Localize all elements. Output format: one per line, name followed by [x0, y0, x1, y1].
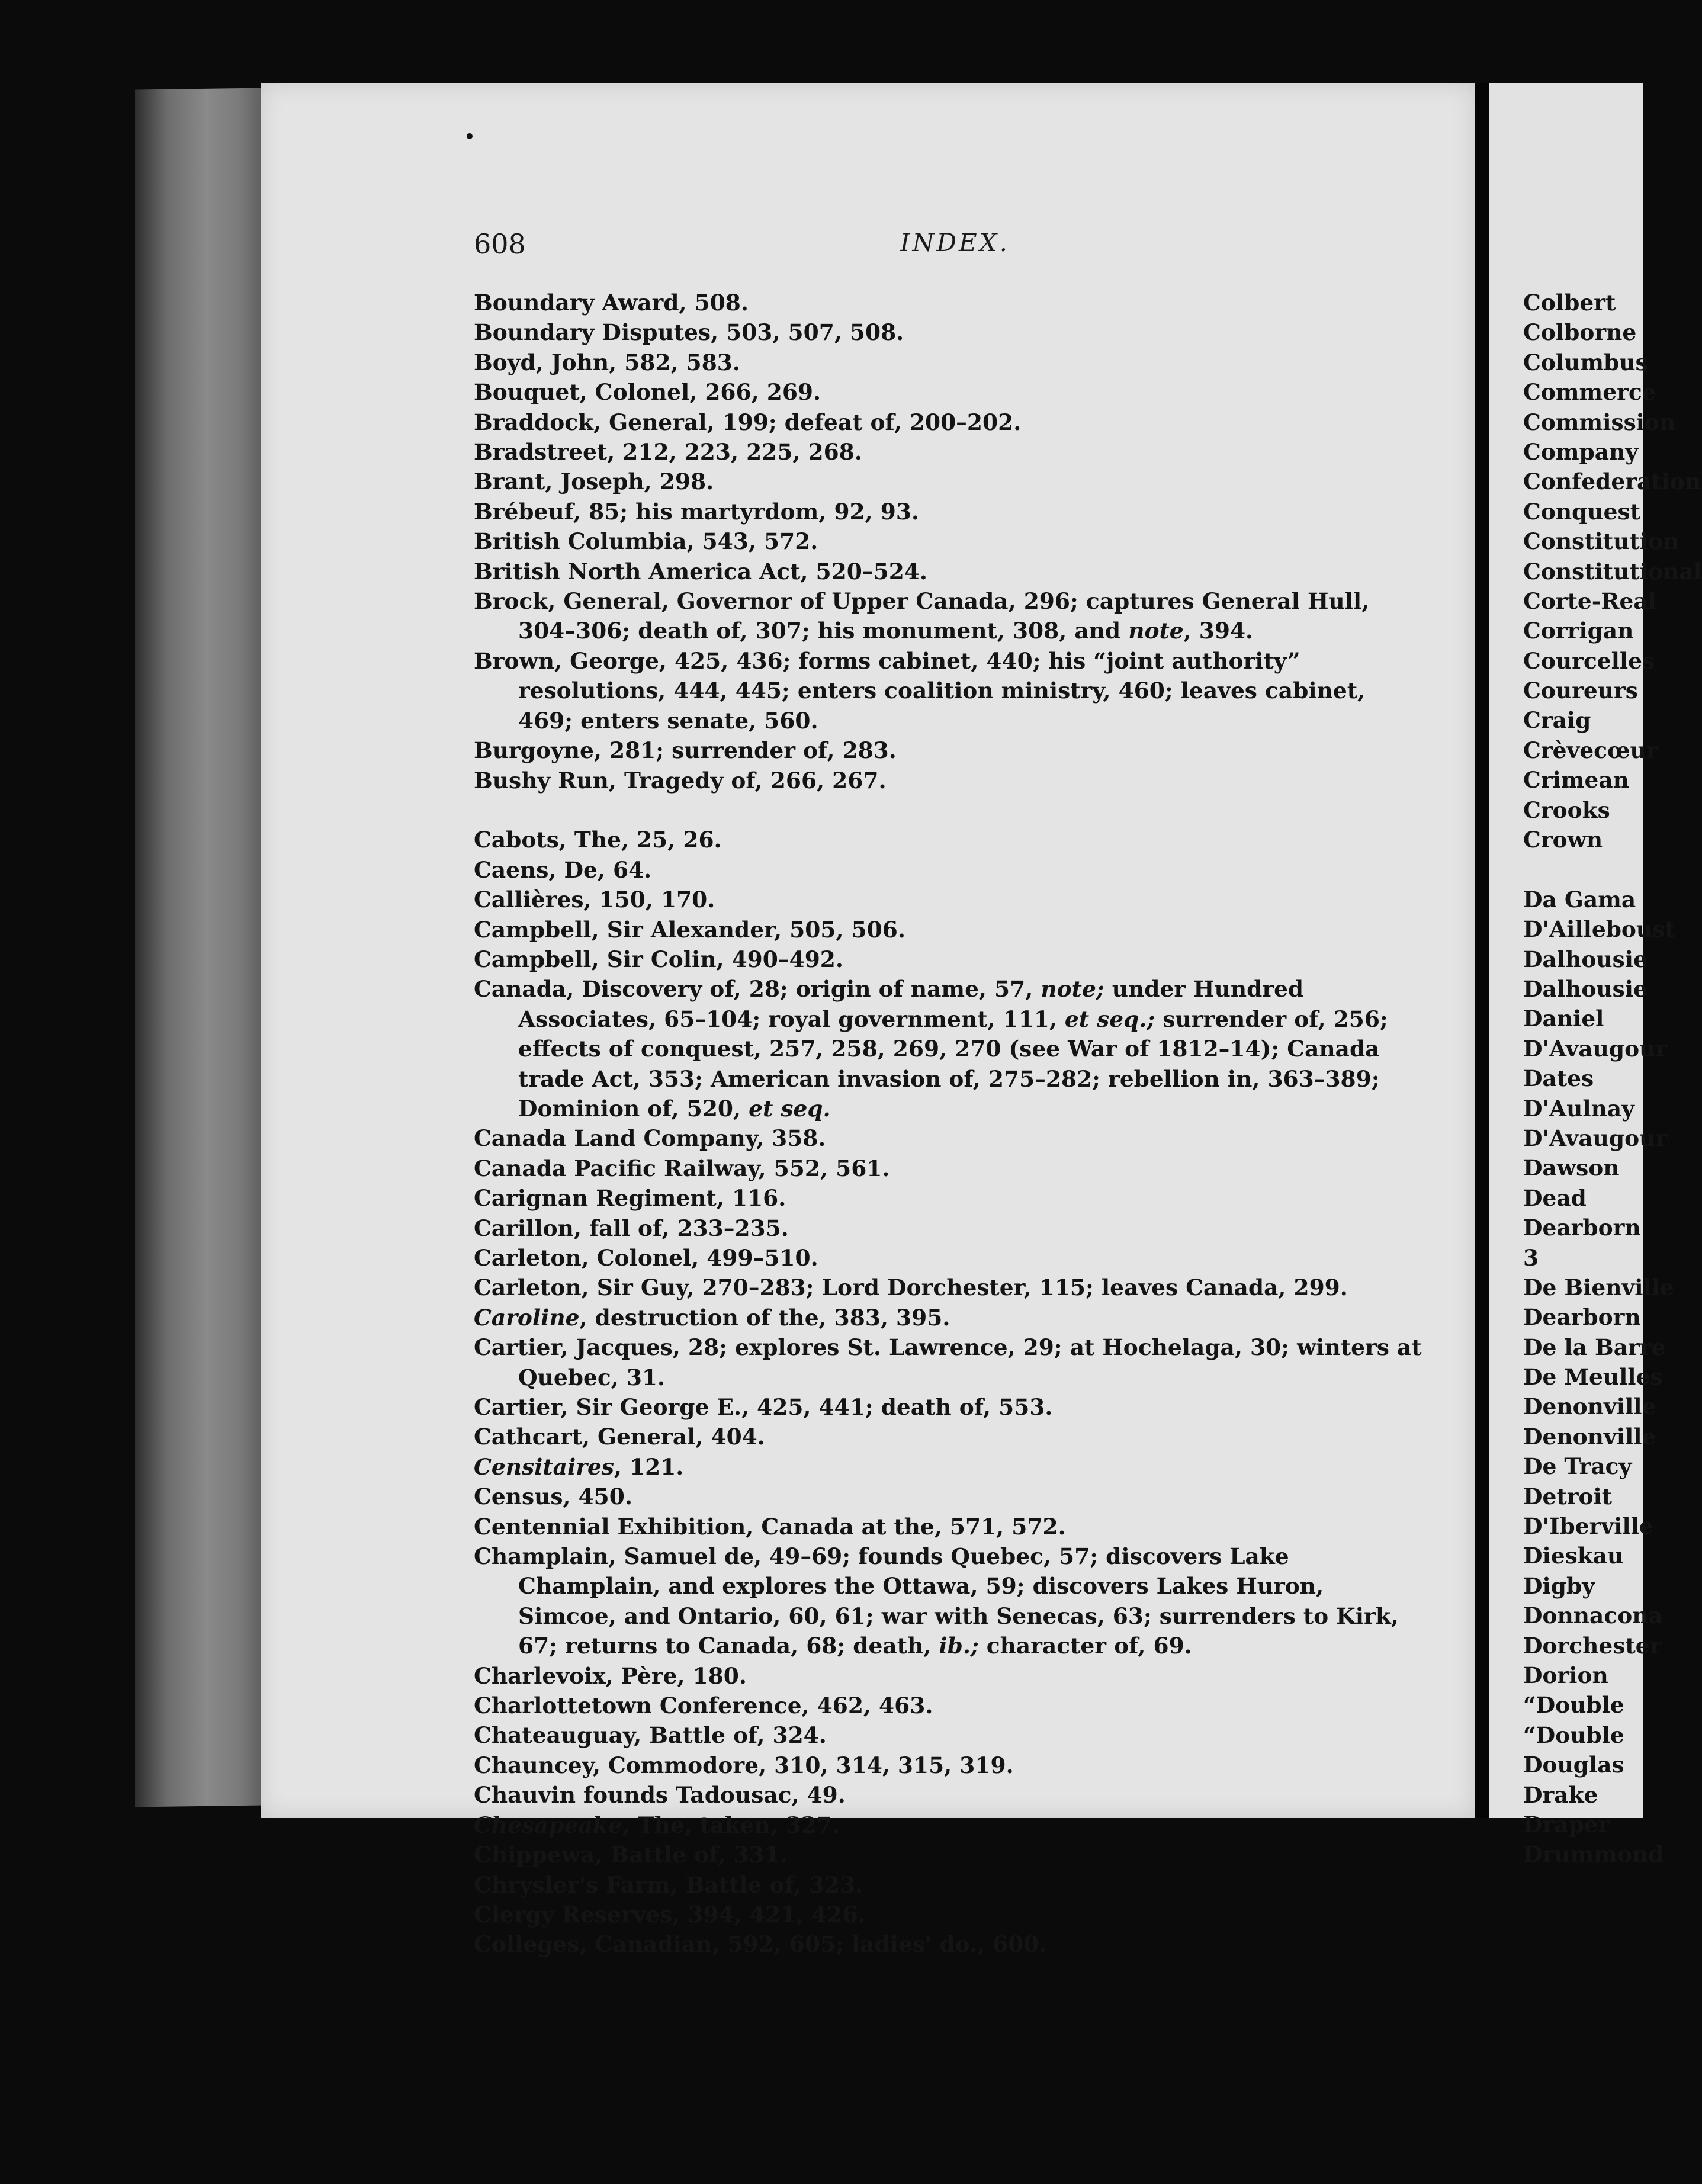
book-spine-edge [135, 88, 265, 1807]
index-entry [474, 974, 1427, 1123]
index-entry [474, 377, 1427, 407]
entry-text: ib.; [939, 1633, 979, 1659]
entry-text: Brébeuf, 85; his martyrdom, 92, 93. [474, 498, 919, 525]
right-column-entry: D'Iberville [1523, 1513, 1653, 1540]
right-column-entry: Donnacona [1523, 1602, 1663, 1629]
speck [467, 133, 473, 139]
entry-text: Burgoyne, 281; surrender of, 283. [474, 737, 897, 764]
right-column-entry: Dearborn [1523, 1304, 1641, 1331]
entry-text: Clergy Reserves, 394, 421, 426. [474, 1901, 866, 1928]
entry-text: Cartier, Jacques, 28; explores St. Lawrence, 29; at Hochelaga, 30; winters at Quebec, 31. [474, 1334, 1422, 1390]
entry-text: et seq.; [1064, 1006, 1155, 1032]
right-column-entry: Dorion [1523, 1662, 1608, 1688]
right-column-entry: Commission [1523, 409, 1676, 435]
entry-text: Censitaires [474, 1453, 614, 1480]
entry-text: Chippewa, Battle of, 331. [474, 1842, 788, 1868]
index-entry [474, 885, 1427, 914]
entry-text: Charlevoix, Père, 180. [474, 1662, 747, 1689]
right-column-entry: Crimean [1523, 767, 1629, 794]
right-column-entry: Drummond [1523, 1841, 1664, 1868]
index-entry [474, 1900, 1427, 1929]
index-entry [474, 288, 1427, 317]
index-entry [474, 526, 1427, 556]
entry-text: Brant, Joseph, 298. [474, 468, 714, 495]
entry-text: Boundary Disputes, 503, 507, 508. [474, 319, 904, 346]
entry-text: Boyd, John, 582, 583. [474, 349, 740, 375]
right-column-entry: Dalhousie [1523, 946, 1648, 972]
index-entry [474, 497, 1427, 526]
entry-text: Canada Pacific Railway, 552, 561. [474, 1155, 890, 1181]
right-column-entry: Crooks [1523, 796, 1610, 823]
right-column-entry: Douglas [1523, 1752, 1624, 1778]
right-column-entry: Company [1523, 438, 1639, 465]
page-number: 608 [474, 228, 526, 260]
entry-text: Canada, Discovery of, 28; origin of name, 57, [474, 976, 1041, 1003]
right-column-entry: Constitution [1523, 528, 1679, 555]
entry-text: et seq. [749, 1095, 831, 1122]
section-gap [474, 795, 1427, 825]
index-entry [474, 557, 1427, 586]
right-column-entry: Constitutional [1523, 558, 1702, 584]
entry-text: , 394. [1183, 618, 1254, 644]
entry-text: Callières, 150, 170. [474, 887, 715, 913]
index-entry [474, 1661, 1427, 1691]
entry-text: Colleges, Canadian, 592, 605; ladies' do., 600. [474, 1931, 1047, 1958]
entry-text: Caens, De, 64. [474, 856, 652, 883]
index-entry [474, 437, 1427, 467]
right-column-entry: “Double [1523, 1721, 1624, 1748]
right-column-entry: Dead [1523, 1184, 1587, 1211]
right-column-entry: Draper [1523, 1811, 1610, 1838]
entry-text: British Columbia, 543, 572. [474, 528, 818, 555]
index-entry [474, 1422, 1427, 1451]
index-entry [474, 1273, 1427, 1302]
entry-text: surrender of, 256; effects of conquest, 257, 258, 269, 270 (see War of 1812–14); Canada trade Act, 353; American invasion of, 275–282; rebellion in, 363–389; Dominion of, 520, [518, 1006, 1388, 1122]
right-column-entry: Commerce [1523, 379, 1656, 406]
right-column-entry: Confederation [1523, 468, 1701, 495]
right-column-entry: Corrigan [1523, 618, 1634, 644]
entry-text: British North America Act, 520–524. [474, 558, 927, 584]
index-entry [474, 945, 1427, 974]
index-entry [474, 317, 1427, 347]
entry-text: Brown, George, 425, 436; forms cabinet, 440; his “joint authority” resolutions, 444, 445; enters coalition ministry, 460; leaves cabinet, 469; enters senate, 560. [474, 647, 1366, 734]
entry-text: Campbell, Sir Alexander, 505, 506. [474, 916, 905, 943]
index-entry [474, 1243, 1427, 1273]
right-column-entry: Denonville [1523, 1423, 1656, 1450]
index-entry [474, 1541, 1427, 1661]
entry-text: Cabots, The, 25, 26. [474, 827, 722, 853]
entry-text: Canada Land Company, 358. [474, 1125, 826, 1152]
entry-text: Bushy Run, Tragedy of, 266, 267. [474, 767, 887, 794]
index-entry [474, 855, 1427, 885]
entry-text: Brock, General, Governor of Upper Canada, 296; captures General Hull, 304–306; death of, 307; his monument, 308, and [474, 588, 1370, 644]
right-column-entry: Crèvecœur [1523, 737, 1658, 763]
entry-text: Carignan Regiment, 116. [474, 1185, 786, 1212]
right-column-entry: De Tracy [1523, 1453, 1632, 1480]
entry-text: , The, taken, 327. [622, 1812, 840, 1838]
entry-text: Bradstreet, 212, 223, 225, 268. [474, 439, 862, 465]
index-entry [474, 1392, 1427, 1422]
index-entry [474, 1123, 1427, 1153]
entry-text: Braddock, General, 199; defeat of, 200–202. [474, 409, 1022, 435]
index-entry [474, 1183, 1427, 1213]
entry-text: Carleton, Colonel, 499–510. [474, 1244, 818, 1271]
right-column-entry [1523, 855, 1642, 884]
page-gutter [1475, 83, 1489, 1818]
running-head: INDEX. [900, 228, 1010, 257]
index-entry [474, 1332, 1427, 1392]
index-entry [474, 348, 1427, 377]
entry-text: note [1128, 618, 1184, 644]
entry-text: , destruction of the, 383, 395. [579, 1304, 950, 1331]
right-column-entry: Digby [1523, 1572, 1595, 1599]
right-column-entry: Dalhousie [1523, 975, 1648, 1002]
entry-text: Carleton, Sir Guy, 270–283; Lord Dorchester, 115; leaves Canada, 299. [474, 1274, 1348, 1301]
right-column-entry: De Meulles [1523, 1364, 1663, 1390]
entry-text: Champlain, Samuel de, 49–69; founds Quebec, 57; discovers Lake Champlain, and explores the Ottawa, 59; discovers Lakes Huron, Simcoe, and Ontario, 60, 61; war with Senecas, 63; surrenders to Kirk, 67; returns to Canada, 68; death, [474, 1543, 1399, 1659]
index-entry [474, 1720, 1427, 1750]
index-entry [474, 1154, 1427, 1183]
index-entry [474, 1452, 1427, 1482]
right-column-entry: Dearborn [1523, 1215, 1641, 1241]
right-column-entry: D'Ailleboust [1523, 916, 1675, 943]
right-column-entry: Da Gama [1523, 886, 1636, 913]
right-column-entry: Dieskau [1523, 1543, 1624, 1569]
index-entry [474, 586, 1427, 646]
index-entry [474, 1840, 1427, 1870]
entry-text: Carillon, fall of, 233–235. [474, 1215, 789, 1241]
entry-text: Chesapeake [474, 1812, 622, 1838]
right-column-entry: Dawson [1523, 1155, 1620, 1181]
right-column-entry: Craig [1523, 707, 1591, 734]
entry-text: Census, 450. [474, 1483, 632, 1510]
index-entry [474, 1482, 1427, 1511]
index-entry [474, 825, 1427, 855]
index-entry [474, 736, 1427, 765]
entry-text: Cathcart, General, 404. [474, 1424, 765, 1450]
right-column-entry: 3 [1523, 1244, 1539, 1271]
right-column-entry: Colbert [1523, 290, 1616, 316]
index-entry [474, 1213, 1427, 1243]
right-column-entry: Denonville [1523, 1393, 1656, 1420]
entry-text: Cartier, Sir George E., 425, 441; death of, 553. [474, 1394, 1053, 1421]
entry-text: Chauncey, Commodore, 310, 314, 315, 319. [474, 1752, 1014, 1778]
right-column-entry: Colborne [1523, 319, 1637, 346]
entry-text: character of, 69. [978, 1633, 1192, 1659]
right-column-entry: Dates [1523, 1065, 1594, 1092]
entry-text: note; [1041, 976, 1104, 1003]
entry-text: Caroline [474, 1304, 580, 1331]
index-entry [474, 766, 1427, 795]
right-column-entry: De Bienville [1523, 1274, 1674, 1300]
right-page-index-column [1523, 288, 1702, 1870]
entry-text: Bouquet, Colonel, 266, 269. [474, 379, 821, 406]
right-column-entry: Daniel [1523, 1006, 1604, 1032]
right-column-entry: Dorchester [1523, 1632, 1662, 1659]
index-entry [474, 1691, 1427, 1720]
entry-text: under Hundred Associates, 65–104; royal government, 111, [518, 976, 1304, 1032]
index-entry [474, 467, 1427, 496]
index-entry [474, 1512, 1427, 1541]
index-entry [474, 915, 1427, 945]
index-entry [474, 1751, 1427, 1780]
entry-text: Chrysler's Farm, Battle of, 323. [474, 1871, 863, 1898]
right-column-entry: Coureurs [1523, 677, 1638, 704]
right-column-entry: Crown [1523, 827, 1603, 853]
right-column-entry: Courcelles [1523, 647, 1655, 674]
entry-text: , 121. [614, 1453, 684, 1480]
right-column-entry: “Double [1523, 1692, 1624, 1719]
entry-text: Chauvin founds Tadousac, 49. [474, 1782, 846, 1809]
right-column-entry: D'Avaugour [1523, 1035, 1668, 1062]
entry-text: Chateauguay, Battle of, 324. [474, 1722, 827, 1749]
right-column-entry: Columbus [1523, 349, 1648, 375]
index-entry [474, 1870, 1427, 1900]
entry-text: Charlottetown Conference, 462, 463. [474, 1692, 933, 1719]
right-column-entry: D'Avaugour [1523, 1125, 1668, 1151]
index-entry [474, 646, 1427, 736]
right-column-entry: Corte-Real [1523, 587, 1656, 614]
entry-text: Centennial Exhibition, Canada at the, 571, 572. [474, 1513, 1066, 1540]
index-entry [474, 1303, 1427, 1332]
index-entry [474, 1810, 1427, 1840]
right-column-entry: Detroit [1523, 1483, 1613, 1509]
index-entry [474, 407, 1427, 437]
index-entry [474, 1780, 1427, 1810]
right-column-entry: Conquest [1523, 498, 1640, 525]
entry-text: Campbell, Sir Colin, 490–492. [474, 946, 843, 972]
right-column-entry: Drake [1523, 1781, 1598, 1808]
entry-text: Boundary Award, 508. [474, 290, 749, 316]
right-column-entry: D'Aulnay [1523, 1095, 1634, 1122]
right-column-entry: De la Barre [1523, 1334, 1666, 1360]
index-entries [474, 288, 1427, 1960]
index-entry [474, 1929, 1427, 1959]
